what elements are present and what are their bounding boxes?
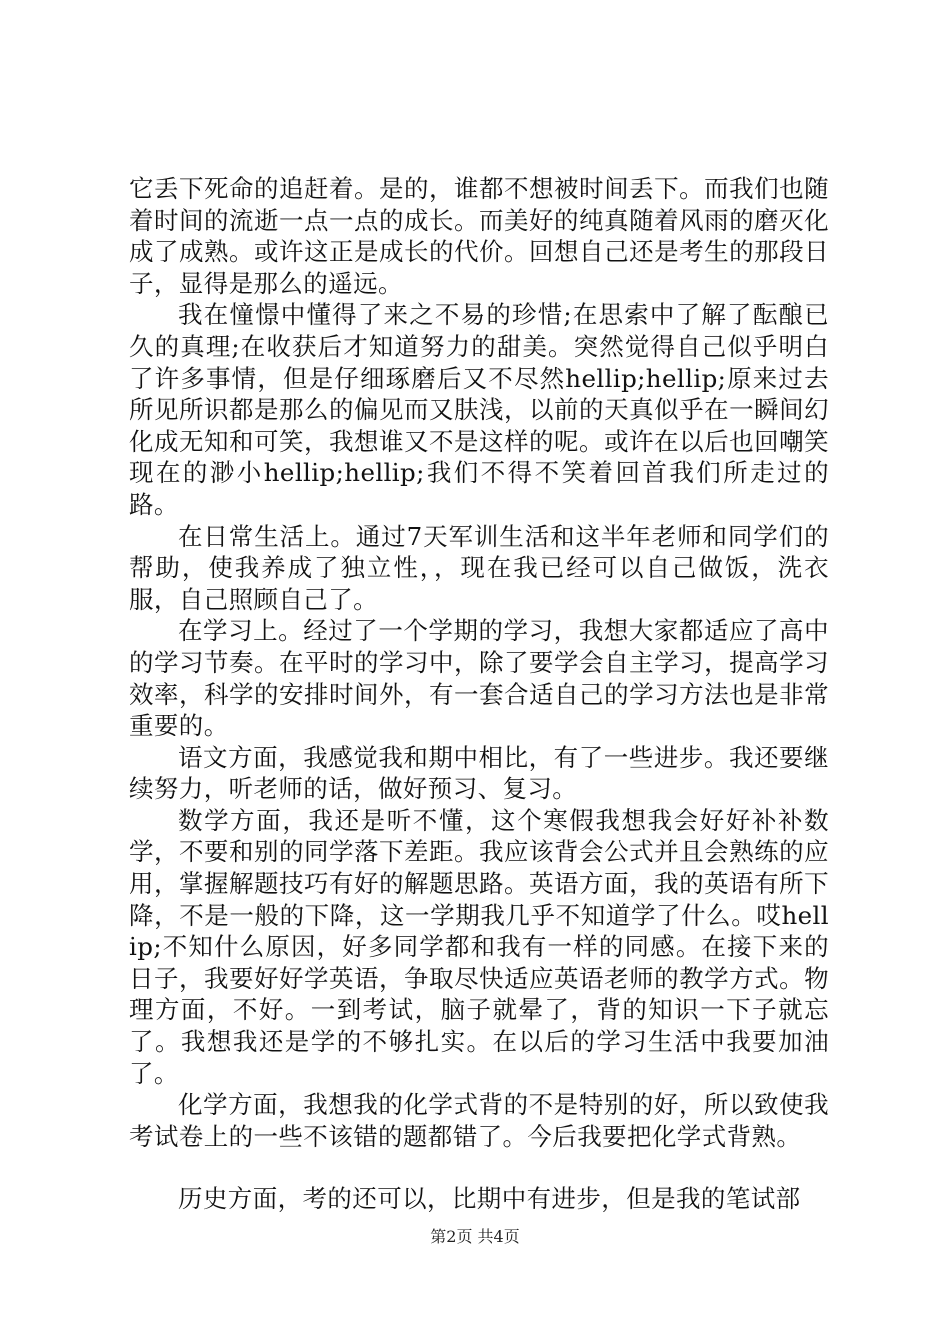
document-body: [129, 173, 829, 1215]
paragraph-8: 历史方面，考的还可以，比期中有进步，但是我的笔试部: [178, 1184, 801, 1214]
paragraph-4: 在学习上。经过了一个学期的学习，我想大家都适应了高中的学习节奏。在平时的学习中，除了要学会自主学习，提高学习效率，科学的安排时间外，有一套合适自己的学习方法也是非常重要的。: [129, 616, 829, 741]
paragraph-1: 它丢下死命的追赶着。是的，谁都不想被时间丢下。而我们也随着时间的流逝一点一点的成长。而美好的纯真随着风雨的磨灭化成了成熟。或许这正是成长的代价。回想自己还是考生的那段日子，显得是那么的遥远。: [129, 174, 829, 298]
paragraph-5: 语文方面，我感觉我和期中相比，有了一些进步。我还要继续努力，听老师的话，做好预习、复习。: [129, 742, 829, 804]
paragraph-7: 化学方面，我想我的化学式背的不是特别的好，所以致使我考试卷上的一些不该错的题都错了。今后我要把化学式背熟。: [129, 1090, 829, 1151]
paragraph-3: 在日常生活上。通过7天军训生活和这半年老师和同学们的帮助，使我养成了独立性，，现在我已经可以自己做饭，洗衣服，自己照顾自己了。: [129, 521, 829, 614]
paragraph-2: 我在憧憬中懂得了来之不易的珍惜;在思索中了解了酝酿已久的真理;在收获后才知道努力的甜美。突然觉得自己似乎明白了许多事情，但是仔细琢磨后又不尽然hellip;hellip;原来过去所见所识都是那么的偏见而又肤浅，以前的天真似乎在一瞬间幻化成无知和可笑，我想谁又不是这样的呢。或许在以后也回嘲笑现在的渺小hellip;hellip;我们不得不笑着回首我们所走过的路。: [129, 300, 829, 519]
paragraph-6: 数学方面，我还是听不懂，这个寒假我想我会好好补补数学，不要和别的同学落下差距。我应该背会公式并且会熟练的应用，掌握解题技巧有好的解题思路。英语方面，我的英语有所下降，不是一般的下降，这一学期我几乎不知道学了什么。哎hellip;不知什么原因，好多同学都和我有一样的同感。在接下来的日子，我要好好学英语，争取尽快适应英语老师的教学方式。物理方面，不好。一到考试，脑子就晕了，背的知识一下子就忘了。我想我还是学的不够扎实。在以后的学习生活中我要加油了。: [129, 805, 829, 1088]
page-number-footer: 第2页 共4页: [430, 1227, 520, 1246]
